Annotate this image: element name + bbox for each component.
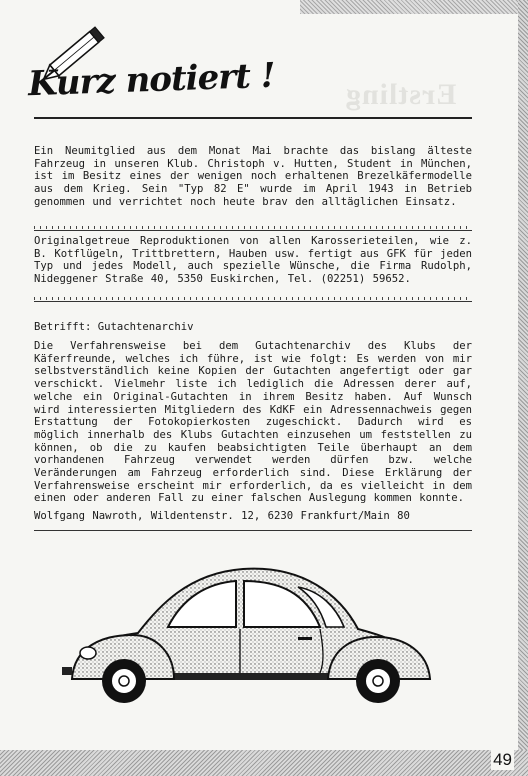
article-reproductions-text: Originalgetreue Reproduktionen von allen Karosserieteilen, wie z. B. Kotflügeln, Trittbrettern, Hauben usw. fertigt aus GFK für jeden Typ und jedes Modell, auch spezielle Wünsche, die Firma Rudolph, Nideggener Straße 40, 5350 Euskirchen, Tel. (02251) 59652.	[34, 235, 472, 286]
article-archive-signature: Wolfgang Nawroth, Wildentenstr. 12, 6230 Frankfurt/Main 80	[34, 510, 410, 522]
divider-2	[34, 297, 472, 302]
article-new-member-text: Ein Neumitglied aus dem Monat Mai brachte das bislang älteste Fahrzeug in unseren Klub. Christoph v. Hutten, Student in München, ist im Besitz eines der wenigen noch erhaltenen Brezelkäfermodelle aus dem Krieg. Sein "Typ 82 E" wurde im April 1943 in Betrieb genommen und verrichtet noch heute brav den alltäglichen Einsatz.	[34, 145, 472, 208]
bleed-through-text: Erstling	[345, 78, 457, 111]
page-title: Kurz notiert !	[27, 55, 276, 105]
divider-top	[34, 117, 472, 119]
article-archive-text: Die Verfahrensweise bei dem Gutachtenarchiv des Klubs der Käferfreunde, welches ich führe, ist wie folgt: Es werden von mir selbstverständlich keine Kopien der Gutachten angefertigt oder gar verschickt. Vielmehr liste ich lediglich die Adressen derer auf, welche ein Original-Gutachten in ihrem Besitz haben. Auf Wunsch wird interessierten Mitgliedern des KdKF ein Adressennachweis gegen Erstattung der Fotokopierkosten zugeschickt. Dadurch wird es möglich innerhalb des Klubs Gutachten einzusehen um feststellen zu können, ob die zu kaufen beabsichtigten Teile überhaupt an dem vorhandenen Fahrzeug verwendet werden dürfen bzw. welche Veränderungen am Fahrzeug erforderlich sind. Diese Erklärung der Verfahrensweise erscheint mir erforderlich, da es vielleicht in dem einen oder anderen Fall zu einer falschen Auslegung kommen konnte.	[34, 340, 472, 505]
page-edge-bottom	[0, 750, 528, 776]
article-archive-caption: Betrifft: Gutachtenarchiv	[34, 321, 194, 333]
divider-1	[34, 226, 472, 231]
article-new-member	[34, 145, 472, 209]
divider-3	[34, 530, 472, 531]
beetle-car-illustration	[58, 555, 448, 705]
page-number: 49	[493, 750, 512, 769]
article-reproductions	[34, 235, 472, 286]
article-archive	[34, 340, 472, 505]
page-edge-right	[518, 0, 528, 776]
page-edge-top	[300, 0, 528, 14]
